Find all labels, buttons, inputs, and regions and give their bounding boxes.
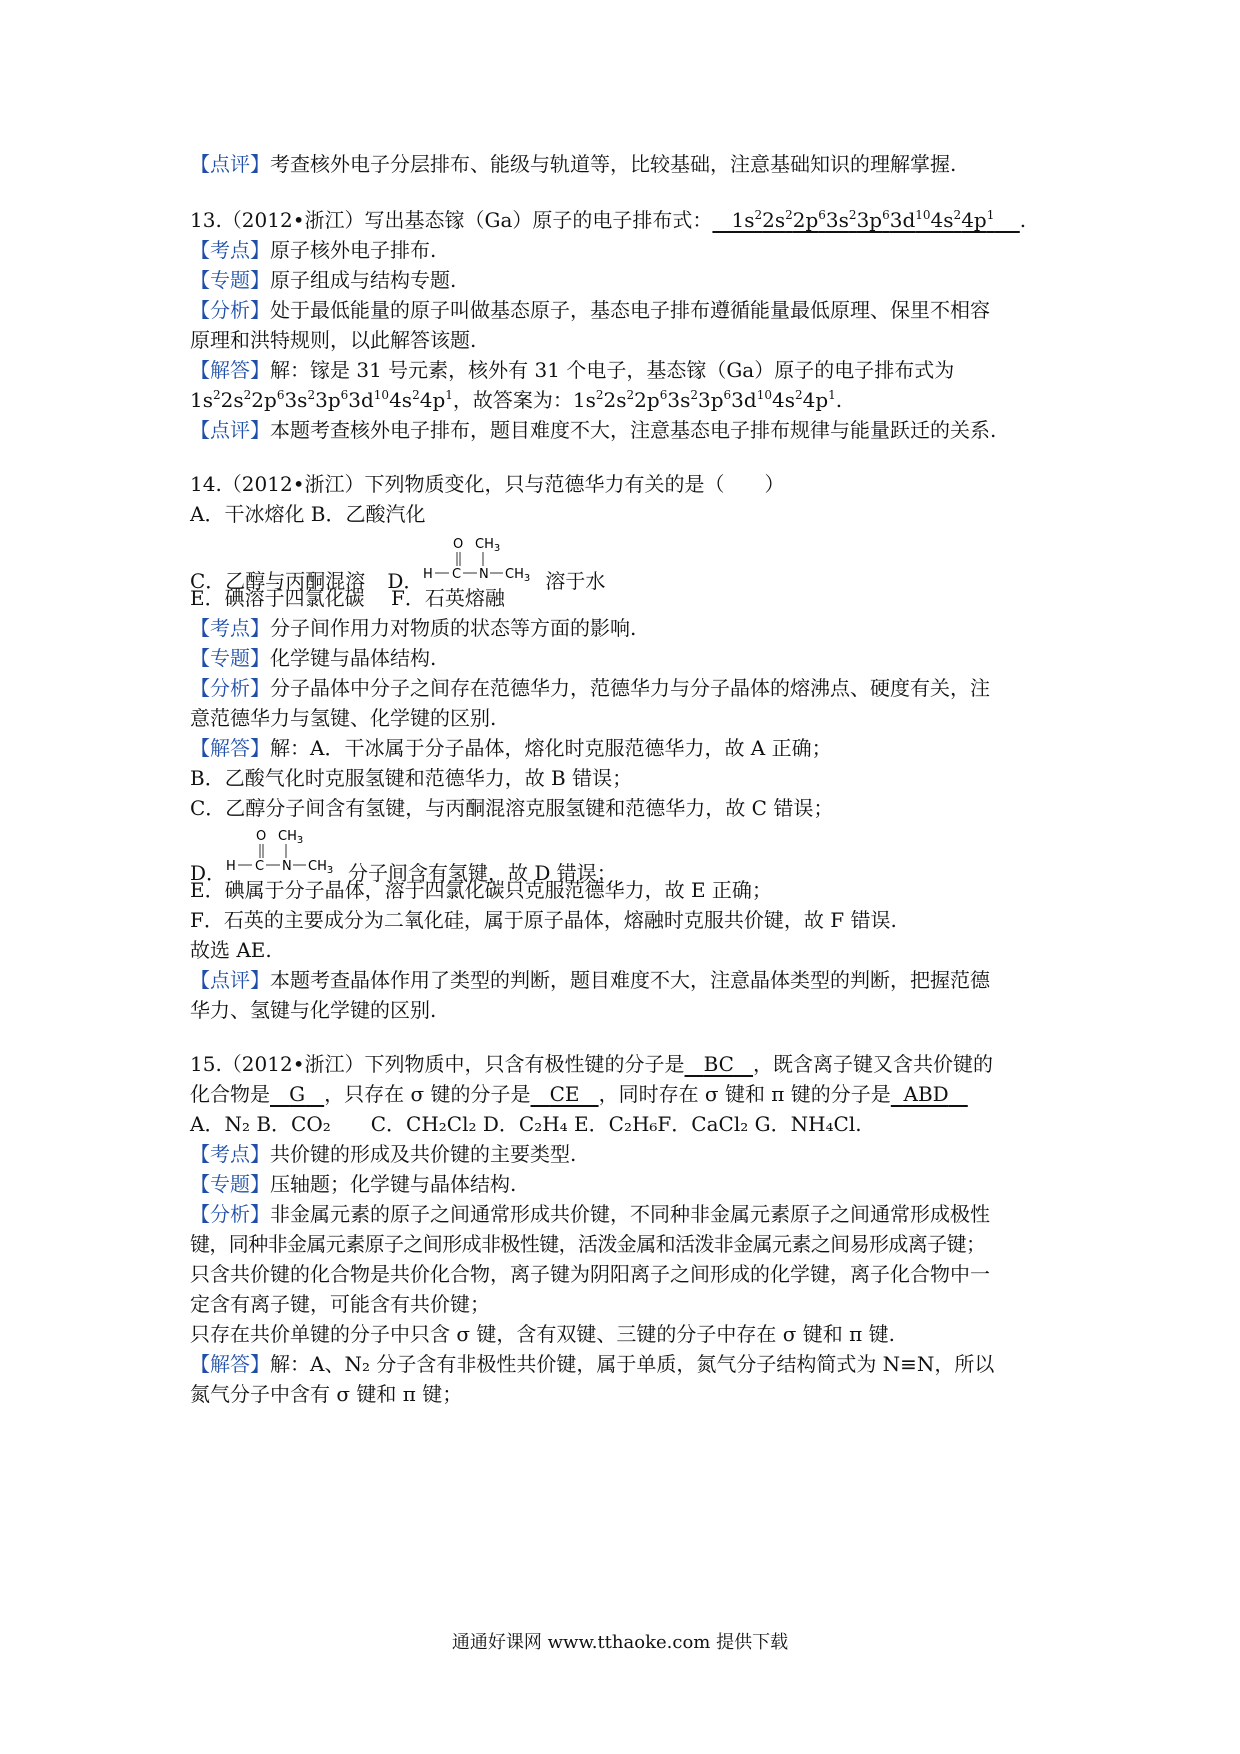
q14-zhuanti <box>190 644 436 674</box>
q15-stem-1b: ，既含离子键又含共价键的 <box>753 1052 994 1076</box>
q13-fenxi-2: 原理和洪特规则，以此解答该题. <box>190 328 477 352</box>
q14-comment-1-text: 本题考查晶体作用了类型的判断，题目难度不大，注意晶体类型的判断，把握范德 <box>270 968 990 992</box>
q14-jieda-f: F．石英的主要成分为二氧化硅，属于原子晶体，熔融时克服共价键，故 F 错误. <box>190 908 897 932</box>
q15-fenxi-3: 只含共价键的化合物是共价化合物，离子键为阴阳离子之间形成的化学键，离子化合物中一 <box>190 1262 990 1286</box>
tag-dianping: 【点评】 <box>190 418 270 442</box>
q13-kaodian-text: 原子核外电子排布. <box>270 238 437 262</box>
q15-stem-1a: 15.（2012•浙江）下列物质中，只含有极性键的分子是 <box>190 1052 685 1076</box>
q13-kaodian <box>190 236 436 266</box>
q14-comment-2: 华力、氢键与化学键的区别. <box>190 998 437 1022</box>
q15-blank-2-text: G <box>289 1082 306 1106</box>
q14-options-ef: E．碘溶于四氯化碳 F．石英熔融 <box>190 586 505 610</box>
mol-o: O <box>256 829 267 844</box>
q15-fenxi-2: 键，同种非金属元素原子之间形成非极性键，活泼金属和活泼非金属元素之间易形成离子键； <box>190 1232 986 1256</box>
q14-kaodian-text: 分子间作用力对物质的状态等方面的影响. <box>270 616 637 640</box>
q12-comment-text: 考查核外电子分层排布、能级与轨道等，比较基础，注意基础知识的理解掌握. <box>270 152 957 176</box>
q14-option-d-prefix: D． <box>387 569 424 593</box>
tag-dianping: 【点评】 <box>190 152 270 176</box>
q15-zhuanti-text: 压轴题；化学键与晶体结构. <box>270 1172 517 1196</box>
q12-comment <box>190 150 956 180</box>
q14-fenxi-1-text: 分子晶体中分子之间存在范德华力，范德华力与分子晶体的熔沸点、硬度有关，注 <box>270 676 990 700</box>
q15-jieda-1-text: 解：A、N₂ 分子含有非极性共价键，属于单质，氮气分子结构简式为 N≡N，所以 <box>270 1352 995 1376</box>
q15-kaodian <box>190 1140 576 1170</box>
q13-zhuanti <box>190 266 456 296</box>
mol-n: N <box>282 859 292 874</box>
q15-stem-2 <box>190 1080 968 1110</box>
tag-fenxi: 【分析】 <box>190 676 270 700</box>
q13-stem-text: 13.（2012•浙江）写出基态镓（Ga）原子的电子排布式： <box>190 208 713 232</box>
mol-ch3-right: $CH_3$ <box>308 859 334 876</box>
q15-jieda-1 <box>190 1350 994 1380</box>
q15-fenxi-1 <box>190 1200 990 1230</box>
tag-fenxi: 【分析】 <box>190 298 270 322</box>
q14-option-d-suffix: 溶于水 <box>545 569 606 593</box>
tag-zhuanti: 【专题】 <box>190 646 270 670</box>
mol-c: C <box>452 567 462 582</box>
q15-blank-1-text: BC <box>703 1052 734 1076</box>
q15-fenxi-4: 定含有离子键，可能含有共价键； <box>190 1292 490 1316</box>
q14-comment-1 <box>190 966 990 996</box>
tag-zhuanti: 【专题】 <box>190 268 270 292</box>
q15-blank-4 <box>891 1082 968 1106</box>
q14-jieda-b: B．乙酸气化时克服氢键和范德华力，故 B 错误； <box>190 766 633 790</box>
q14-options-ab: A．干冰熔化 B．乙酸汽化 <box>190 502 426 526</box>
mol-c: C <box>255 859 265 874</box>
q14-jieda-a <box>190 734 832 764</box>
q15-blank-2 <box>270 1082 324 1106</box>
q13-config-1: $1s^22s^22p^63s^23p^63d^{10}4s^24p^1$ <box>190 388 453 412</box>
q13-config-2: $1s^22s^22p^63s^23p^63d^{10}4s^24p^1$ <box>572 388 836 412</box>
q14-final: 故选 AE. <box>190 938 272 962</box>
q14-option-c: C．乙醇与丙酮混溶 <box>190 569 366 593</box>
q13-jieda-2b: ，故答案为： <box>452 388 573 412</box>
tag-fenxi: 【分析】 <box>190 1202 270 1226</box>
tag-zhuanti: 【专题】 <box>190 1172 270 1196</box>
q15-zhuanti <box>190 1170 516 1200</box>
q14-jieda-e: E．碘属于分子晶体，溶于四氯化碳只克服范德华力，故 E 正确； <box>190 878 772 902</box>
q13-jieda-2d: . <box>835 388 843 412</box>
q15-options: A．N₂ B．CO₂ C．CH₂Cl₂ D．C₂H₄ E．C₂H₆F．CaCl₂ G．NH₄Cl. <box>190 1112 862 1136</box>
q13-zhuanti-text: 原子组成与结构专题. <box>270 268 457 292</box>
q13-answer-blank: $1s^22s^22p^63s^23p^63d^{10}4s^24p^1$ <box>712 208 995 232</box>
q15-stem-2b: ，只存在 σ 键的分子是 <box>324 1082 531 1106</box>
q13-jieda-1-text: 解：镓是 31 号元素，核外有 31 个电子，基态镓（Ga）原子的电子排布式为 <box>270 358 955 382</box>
mol-ch3-top: $CH_3$ <box>278 829 304 846</box>
q15-stem-2c: ，同时存在 σ 键和 π 键的分子是 <box>598 1082 891 1106</box>
q13-jieda-1 <box>190 356 954 386</box>
q14-options-cd <box>190 537 606 593</box>
q15-stem-1 <box>190 1050 993 1080</box>
page-footer: 通通好课网 www.tthaoke.com 提供下载 <box>451 1632 789 1653</box>
q15-jieda-2: 氮气分子中含有 σ 键和 π 键； <box>190 1382 463 1406</box>
q14-jieda-d <box>190 829 617 885</box>
q13-jieda-2 <box>190 386 842 416</box>
q15-blank-3 <box>531 1082 599 1106</box>
mol-ch3-right: $CH_3$ <box>505 567 531 584</box>
q14-fenxi-1 <box>190 674 990 704</box>
mol-o: O <box>453 537 464 552</box>
mol-h: H <box>423 567 434 582</box>
q14-zhuanti-text: 化学键与晶体结构. <box>270 646 437 670</box>
q13-fenxi-1-text: 处于最低能量的原子叫做基态原子，基态电子排布遵循能量最低原理、保里不相容 <box>270 298 990 322</box>
q15-fenxi-1-text: 非金属元素的原子之间通常形成共价键，不同种非金属元素原子之间通常形成极性 <box>270 1202 990 1226</box>
q13-comment <box>190 416 996 446</box>
q14-jieda-d-suffix: 分子间含有氢键，故 D 错误； <box>348 861 617 885</box>
mol-h: H <box>226 859 236 874</box>
q13-comment-text: 本题考查核外电子排布，题目难度不大，注意基态电子排布规律与能量跃迁的关系. <box>270 418 997 442</box>
tag-dianping: 【点评】 <box>190 968 270 992</box>
q15-kaodian-text: 共价键的形成及共价键的主要类型. <box>270 1142 577 1166</box>
q15-blank-1 <box>685 1052 754 1076</box>
q14-jieda-c: C．乙醇分子间含有氢键，与丙酮混溶克服氢键和范德华力，故 C 错误； <box>190 796 834 820</box>
tag-jieda: 【解答】 <box>190 358 270 382</box>
q15-fenxi-5: 只存在共价单键的分子中只含 σ 键，含有双键、三键的分子中存在 σ 键和 π 键. <box>190 1322 895 1346</box>
tag-kaodian: 【考点】 <box>190 616 270 640</box>
q14-fenxi-2: 意范德华力与氢键、化学键的区别. <box>190 706 497 730</box>
q15-stem-2a: 化合物是 <box>190 1082 270 1106</box>
q15-blank-4-text: ABD <box>903 1082 949 1106</box>
tag-kaodian: 【考点】 <box>190 1142 270 1166</box>
tag-kaodian: 【考点】 <box>190 238 270 262</box>
q14-jieda-a-text: 解：A．干冰属于分子晶体，熔化时克服范德华力，故 A 正确； <box>270 736 832 760</box>
q14-stem: 14.（2012•浙江）下列物质变化，只与范德华力有关的是（ ） <box>190 472 785 496</box>
q13-stem <box>190 206 1026 236</box>
q14-jieda-d-prefix: D． <box>190 861 227 885</box>
q13-stem-end: . <box>1019 208 1027 232</box>
mol-n: N <box>479 567 490 582</box>
mol-ch3-top: $CH_3$ <box>475 537 501 554</box>
q13-fenxi-1 <box>190 296 990 326</box>
tag-jieda: 【解答】 <box>190 736 270 760</box>
q14-kaodian <box>190 614 636 644</box>
tag-jieda: 【解答】 <box>190 1352 270 1376</box>
q15-blank-3-text: CE <box>549 1082 580 1106</box>
